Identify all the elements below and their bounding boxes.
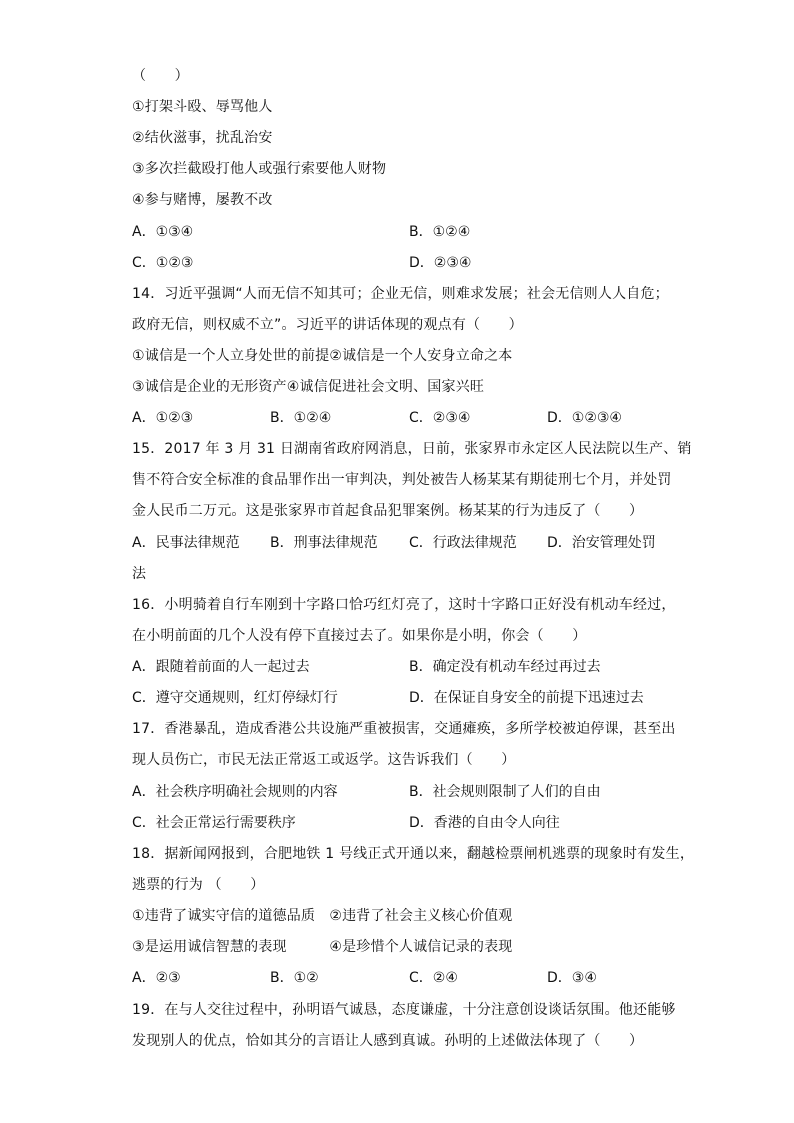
q15-option-d[interactable]: D．治安管理处罚 (547, 535, 656, 551)
q14-item-line-1: ①诚信是一个人立身处世的前提②诚信是一个人安身立命之本 (132, 348, 513, 364)
q13-option-a[interactable]: A．①③④ (132, 224, 194, 240)
q14-option-d[interactable]: D．①②③④ (547, 410, 622, 426)
q14-stem-line-2: 政府无信，则权威不立”。习近平的讲话体现的观点有（ ） (132, 317, 523, 333)
q18-stem-line-2: 逃票的行为 （ ） (132, 877, 265, 893)
q13-bracket: （ ） (132, 68, 189, 84)
q14-stem-line-1: 14．习近平强调“人而无信不知其可；企业无信，则难求发展；社会无信则人人自危； (132, 286, 669, 302)
q16-option-c[interactable]: C．遵守交通规则，红灯停绿灯行 (132, 690, 338, 706)
q16-stem-line-1: 16．小明骑着自行车刚到十字路口恰巧红灯亮了，这时十字路口正好没有机动车经过， (132, 597, 676, 613)
q18-option-a[interactable]: A．②③ (132, 970, 181, 986)
q15-stem-line-3: 金人民币二万元。这是张家界市首起食品犯罪案例。杨某某的行为违反了（ ） (132, 503, 644, 519)
q15-option-a[interactable]: A．民事法律规范 (132, 535, 240, 551)
q17-option-c[interactable]: C．社会正常运行需要秩序 (132, 815, 296, 831)
q18-item-line-1: ①违背了诚实守信的道德品质 ②违背了社会主义核心价值观 (132, 908, 513, 924)
q17-option-b[interactable]: B．社会规则限制了人们的自由 (409, 784, 601, 800)
q13-item-3: ③多次拦截殴打他人或强行索要他人财物 (132, 161, 387, 177)
q15-option-c[interactable]: C．行政法律规范 (409, 535, 517, 551)
q18-item-line-2: ③是运用诚信智慧的表现 ④是珍惜个人诚信记录的表现 (132, 939, 513, 955)
q15-stem-line-1: 15．2017 年 3 月 31 日湖南省政府网消息，日前，张家界市永定区人民法院以生产、销 (132, 441, 692, 457)
q18-option-b[interactable]: B．①② (270, 970, 319, 986)
q16-option-b[interactable]: B．确定没有机动车经过再过去 (409, 659, 601, 675)
q19-stem-line-1: 19．在与人交往过程中，孙明语气诚恳，态度谦虚，十分注意创设谈话氛围。他还能够 (132, 1002, 676, 1018)
q17-option-a[interactable]: A．社会秩序明确社会规则的内容 (132, 784, 338, 800)
q15-option-b[interactable]: B．刑事法律规范 (270, 535, 378, 551)
q17-stem-line-1: 17．香港暴乱，造成香港公共设施严重被损害，交通瘫痪，多所学校被迫停课，甚至出 (132, 721, 676, 737)
q18-option-c[interactable]: C．②④ (409, 970, 458, 986)
q14-item-line-2: ③诚信是企业的无形资产④诚信促进社会文明、国家兴旺 (132, 379, 485, 395)
q14-option-b[interactable]: B．①②④ (270, 410, 332, 426)
q16-stem-line-2: 在小明前面的几个人没有停下直接过去了。如果你是小明，你会（ ） (132, 628, 587, 644)
q17-option-d[interactable]: D．香港的自由令人向往 (409, 815, 560, 831)
q18-stem-line-1: 18．据新闻网报到，合肥地铁 1 号线正式开通以来，翻越检票闸机逃票的现象时有发生， (132, 846, 695, 862)
q13-option-d[interactable]: D．②③④ (409, 255, 472, 271)
q15-stem-line-2: 售不符合安全标准的食品罪作出一审判决，判处被告人杨某某有期徒刑七个月，并处罚 (132, 472, 672, 488)
q18-option-d[interactable]: D．③④ (547, 970, 597, 986)
q19-stem-line-2: 发现别人的优点，恰如其分的言语让人感到真诚。孙明的上述做法体现了（ ） (132, 1033, 644, 1049)
q14-option-c[interactable]: C．②③④ (409, 410, 471, 426)
q13-option-c[interactable]: C．①②③ (132, 255, 194, 271)
q13-item-2: ②结伙滋事，扰乱治安 (132, 130, 273, 146)
q13-item-1: ①打架斗殴、辱骂他人 (132, 99, 273, 115)
q15-option-d-wrap: 法 (132, 566, 147, 582)
q17-stem-line-2: 现人员伤亡，市民无法正常返工或返学。这告诉我们（ ） (132, 752, 516, 768)
q13-item-4: ④参与赌博，屡教不改 (132, 192, 273, 208)
q16-option-d[interactable]: D．在保证自身安全的前提下迅速过去 (409, 690, 644, 706)
q14-option-a[interactable]: A．①②③ (132, 410, 194, 426)
q13-option-b[interactable]: B．①②④ (409, 224, 471, 240)
q16-option-a[interactable]: A．跟随着前面的人一起过去 (132, 659, 310, 675)
